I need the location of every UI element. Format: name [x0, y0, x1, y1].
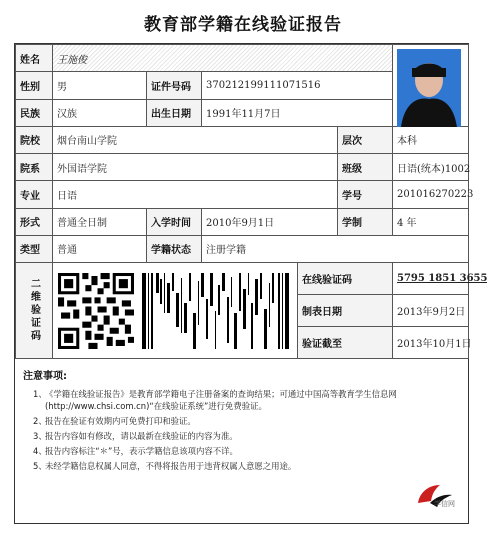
info-table [15, 44, 487, 359]
value-major: 日语 [53, 181, 338, 208]
label-enroll: 入学时间 [147, 208, 202, 235]
label-id-no: 证件号码 [147, 72, 202, 99]
qr-code-icon [58, 273, 134, 349]
barcode-area [53, 263, 298, 359]
label-until: 验证截至 [298, 326, 393, 358]
value-class: 日语(统本)1002 [393, 154, 469, 181]
label-qr [16, 263, 53, 359]
note-item: 3、报告内容如有修改，请以最新在线验证的内容为准。 [33, 431, 238, 441]
value-code: 5795 1851 3655 [393, 263, 469, 295]
label-length: 学制 [338, 208, 393, 235]
value-status: 注册学籍 [202, 235, 469, 262]
label-level: 层次 [338, 126, 393, 153]
value-enroll: 2010年9月1日 [202, 208, 338, 235]
label-birth: 出生日期 [147, 99, 202, 126]
value-level: 本科 [393, 126, 469, 153]
label-code: 在线验证码 [298, 263, 393, 295]
notes-title: 注意事项: [23, 371, 67, 382]
label-form: 形式 [16, 208, 53, 235]
note-item: 4、报告内容标注“＊”号，表示学籍信息该项内容不详。 [33, 446, 238, 456]
chsi-logo-icon [410, 481, 458, 515]
label-dept: 院系 [16, 154, 53, 181]
label-school: 院校 [16, 126, 53, 153]
label-student-no: 学号 [338, 181, 393, 208]
value-dept: 外国语学院 [53, 154, 338, 181]
label-status: 学籍状态 [147, 235, 202, 262]
notes-section [15, 361, 468, 523]
label-qr-text: 二维验证码 [28, 278, 40, 343]
label-made: 制表日期 [298, 294, 393, 326]
value-ethnicity: 汉族 [53, 99, 147, 126]
note-item: 5、未经学籍信息权属人同意，不得将报告用于违背权属人意愿之用途。 [33, 461, 297, 471]
label-class: 班级 [338, 154, 393, 181]
label-major: 专业 [16, 181, 53, 208]
report-frame [14, 43, 487, 524]
photo-cell [393, 45, 469, 127]
value-student-no: 201016270223 [393, 181, 469, 208]
value-name: 王施俊 [53, 45, 393, 72]
value-until: 2013年10月1日 [393, 326, 469, 358]
value-gender: 男 [53, 72, 147, 99]
label-type: 类型 [16, 235, 53, 262]
logo-text: 学信网 [434, 500, 455, 508]
label-ethnicity: 民族 [16, 99, 53, 126]
pdf417-barcode-icon [142, 273, 292, 349]
page-title: 教育部学籍在线验证报告 [144, 15, 342, 35]
value-made: 2013年9月2日 [393, 294, 469, 326]
value-type: 普通 [53, 235, 147, 262]
value-form: 普通全日制 [53, 208, 147, 235]
note-item: 1、《学籍在线验证报告》是教育部学籍电子注册备案的查询结果；可通过中国高等教育学生信息网(http://www.chsi.com.cn)“在线验证系统”进行免费验证。 [33, 389, 397, 411]
student-photo [397, 49, 461, 127]
value-id-no: 370212199111071516 [202, 72, 393, 99]
value-length: 4 年 [393, 208, 469, 235]
label-gender: 性别 [16, 72, 53, 99]
label-name: 姓名 [16, 45, 53, 72]
note-item: 2、报告在验证有效期内可免费打印和验证。 [33, 416, 196, 426]
value-birth: 1991年11月7日 [202, 99, 393, 126]
value-school: 烟台南山学院 [53, 126, 338, 153]
